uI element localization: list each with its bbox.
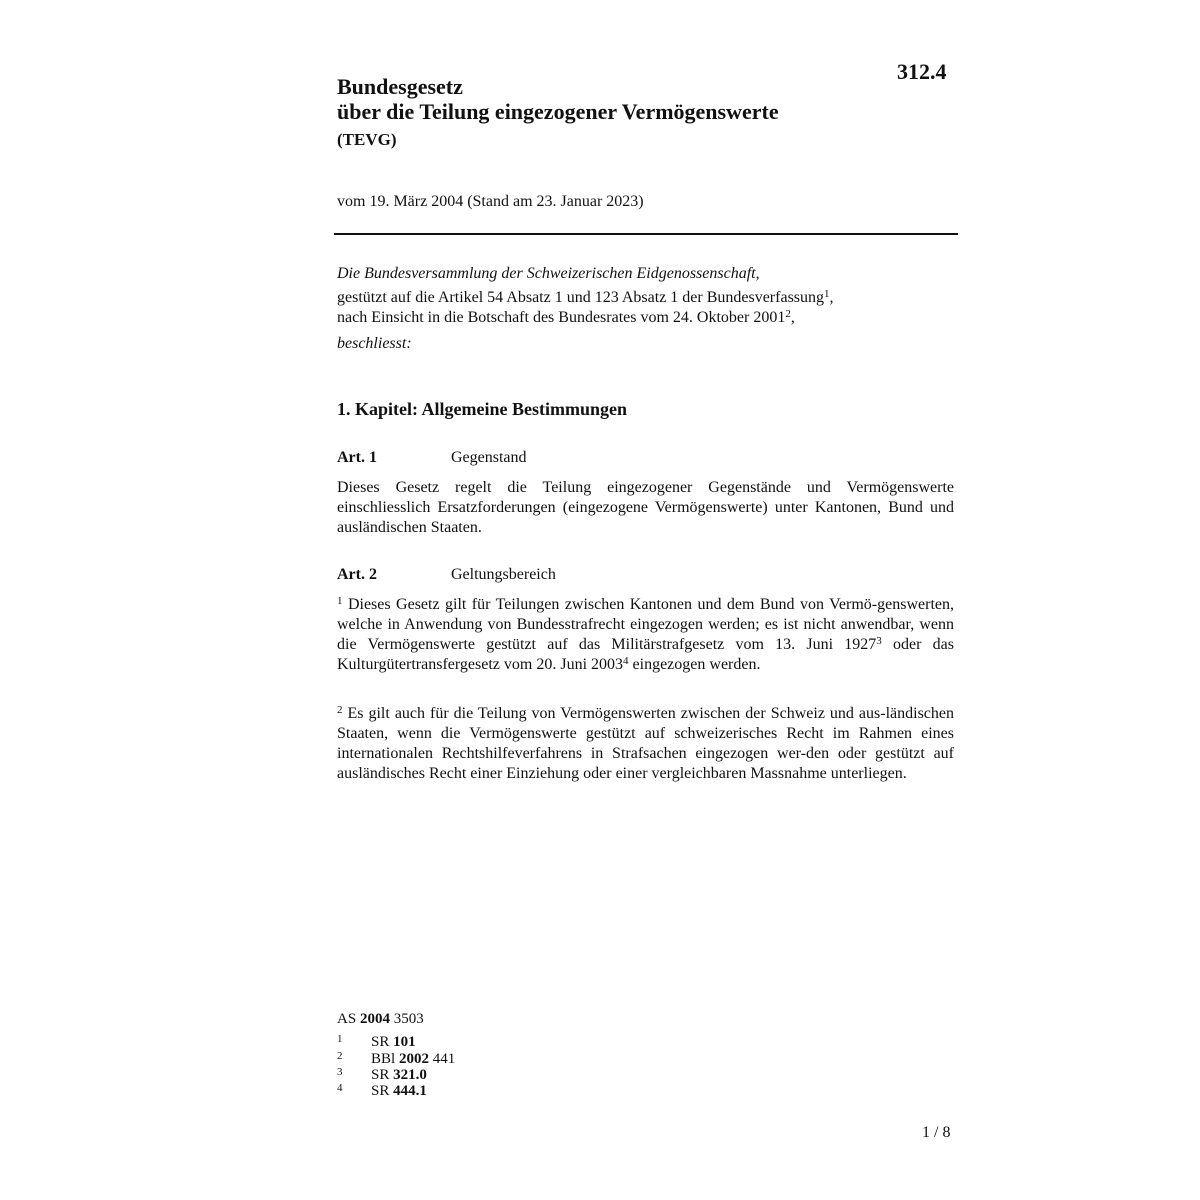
article-number: Art. 2 <box>337 566 377 583</box>
article-2-paragraph-2: $^2$ Es gilt auch für die Teilung von Vermögenswerten zwischen der Schweiz und aus-ländischen Staaten, wenn die Vermögenswerte gestützt auf schweizerisches Recht im Rahmen eines internationalen Rechtshilfeverfahrens in Strafsachen eingezogen wer-den oder gestützt auf ausländisches Recht einer Einziehung oder einer vergleichbaren Massnahme unterliegen. <box>337 704 954 782</box>
law-title <box>337 74 779 151</box>
paragraph-number: 2 <box>337 704 343 716</box>
paragraph-number: 1 <box>337 595 343 607</box>
footnote-ref-3[interactable]: 3 <box>876 635 882 647</box>
title-line-2: über die Teilung eingezogener Vermögenswerte <box>337 99 779 124</box>
preamble-insight: nach Einsicht in die Botschaft des Bundesrates vom 24. Oktober 2001$^2$, <box>337 308 795 326</box>
article-2-paragraph-1: $^1$ Dieses Gesetz gilt für Teilungen zwischen Kantonen und dem Bund von Vermö-genswerten, welche in Anwendung von Bundesstrafrecht eingezogen werden; es ist nicht anwendbar, wenn die Vermögenswerte gestützt auf das Militärstrafgesetz vom 13. Juni 1927$^3$ oder das Kulturgütertransfergesetz vom 20. Juni 2003$^4$ eingezogen werden. <box>337 595 954 673</box>
preamble <box>337 264 957 354</box>
sr-number: 312.4 <box>897 59 947 84</box>
footnote-ref-4[interactable]: 4 <box>623 655 629 667</box>
title-line-1: Bundesgesetz <box>337 74 463 99</box>
chapter-heading: 1. Kapitel: Allgemeine Bestimmungen <box>337 399 627 419</box>
preamble-assembly: Die Bundesversammlung der Schweizerischen Eidgenossenschaft, <box>337 265 760 282</box>
article-title: Geltungsbereich <box>451 566 556 583</box>
footnote-4: 4 SR 444.1 <box>337 1082 427 1099</box>
law-date: vom 19. März 2004 (Stand am 23. Januar 2023) <box>337 193 644 210</box>
preamble-decides: beschliesst: <box>337 335 412 352</box>
page-number: 1 / 8 <box>922 1124 951 1141</box>
footnote-2: 2 BBl 2002 441 <box>337 1050 456 1067</box>
article-number: Art. 1 <box>337 449 377 466</box>
footnote-3: 3 SR 321.0 <box>337 1066 427 1083</box>
article-1-heading <box>337 449 527 467</box>
article-title: Gegenstand <box>451 449 527 466</box>
footnote-1: 1 SR 101 <box>337 1033 416 1050</box>
footnote-ref-2[interactable]: 2 <box>785 308 791 320</box>
footnote-ref-1[interactable]: 1 <box>824 288 830 300</box>
law-abbreviation: (TEVG) <box>337 130 397 149</box>
official-collection-reference: AS 2004 3503 <box>337 1011 424 1027</box>
preamble-basis: gestützt auf die Artikel 54 Absatz 1 und 123 Absatz 1 der Bundesverfassung$^1$, <box>337 288 834 306</box>
article-2-heading <box>337 566 556 584</box>
header-divider <box>334 233 958 235</box>
article-1-text: Dieses Gesetz regelt die Teilung eingezogener Gegenstände und Vermögenswerte einschliesslich Ersatzforderungen (eingezogene Vermögenswerte) unter Kantonen, Bund und ausländischen Staaten. <box>337 479 954 536</box>
